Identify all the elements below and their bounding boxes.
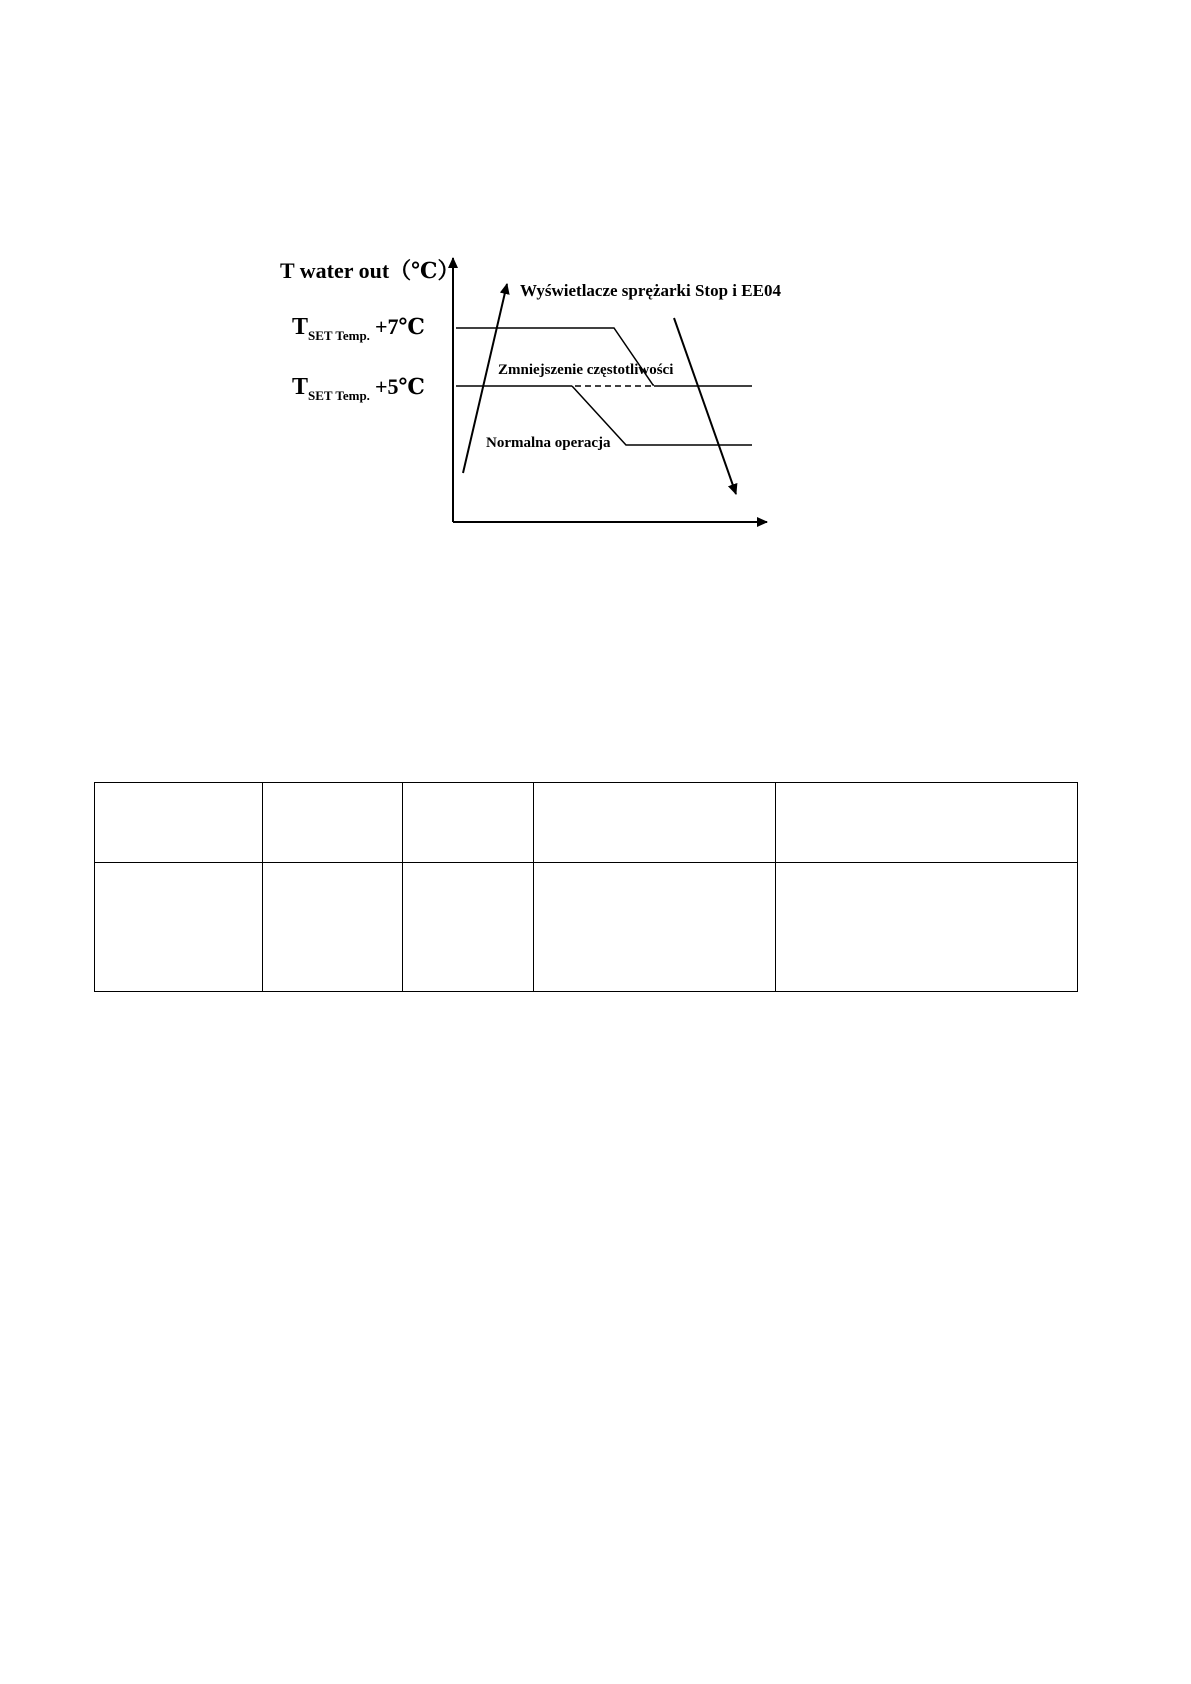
falling-arrow — [674, 318, 736, 494]
normal-operation-label: Normalna operacja — [486, 435, 611, 451]
table-row — [95, 863, 1078, 992]
table-cell — [534, 863, 776, 992]
data-table — [94, 782, 1078, 992]
table-row — [95, 783, 1078, 863]
table-cell — [95, 863, 263, 992]
table-cell — [776, 863, 1078, 992]
stop-label: Wyświetlacze sprężarki Stop i EE04 — [520, 281, 781, 300]
y-axis-label: T water out（℃） — [280, 258, 460, 283]
table-cell — [95, 783, 263, 863]
table-cell — [263, 863, 403, 992]
table-cell — [403, 783, 534, 863]
temperature-protection-diagram — [0, 0, 1191, 560]
reduce-frequency-label: Zmniejszenie częstotliwości — [498, 362, 674, 378]
level-low-label: $T_{SET Temp.}$ +5℃ — [292, 374, 425, 403]
table-cell — [403, 863, 534, 992]
level-high-label: $T_{SET Temp.}$ +7℃ — [292, 314, 425, 343]
table-cell — [263, 783, 403, 863]
table-cell — [776, 783, 1078, 863]
table-cell — [534, 783, 776, 863]
